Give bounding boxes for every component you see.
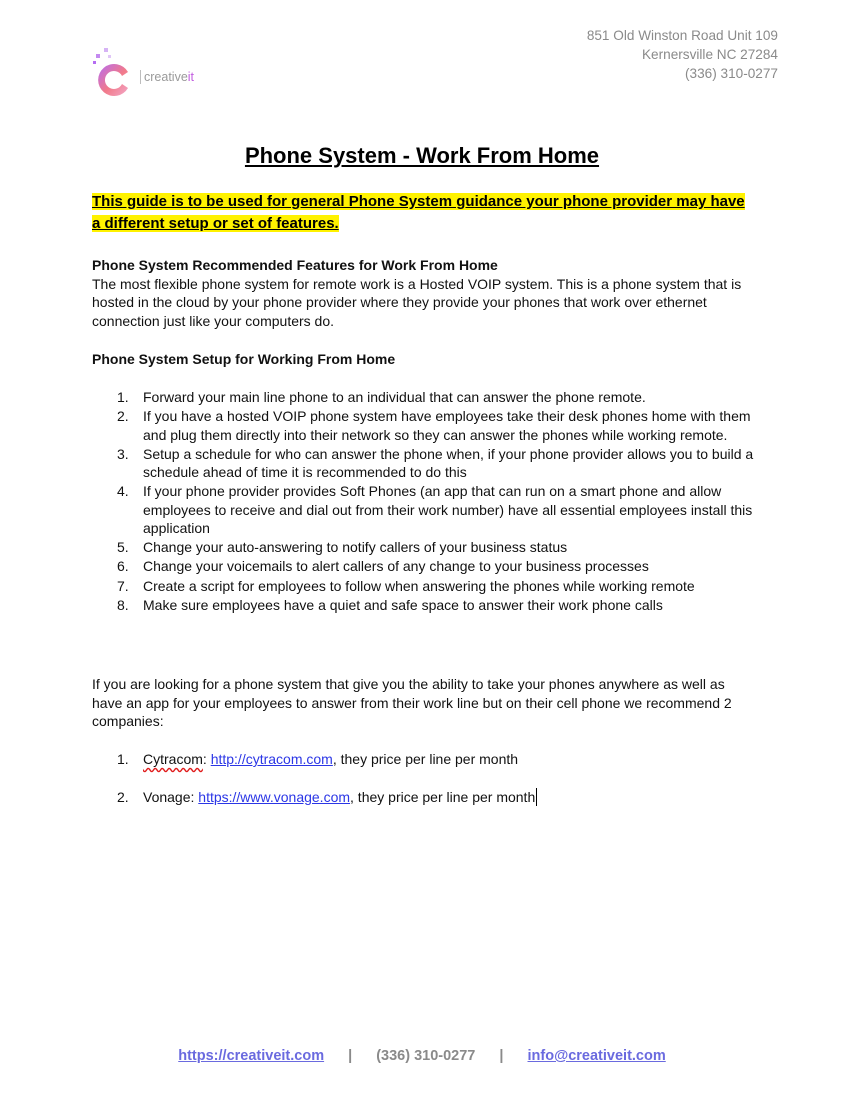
list-item	[92, 557, 758, 576]
company-name: Vonage	[143, 788, 191, 805]
features-section	[92, 256, 758, 330]
list-item	[92, 577, 758, 596]
list-number: 3.	[117, 445, 129, 462]
company-note: , they price per line per month	[332, 751, 519, 767]
footer-separator: |	[499, 1048, 504, 1064]
list-number: 7.	[117, 577, 129, 594]
list-item: 1. Cytracom: http://cytracom.com, they price per line per month	[117, 751, 519, 767]
logo-wordmark	[140, 70, 194, 84]
list-item	[92, 445, 758, 482]
step-text: Make sure employees have a quiet and safe space to answer their work phone calls	[143, 596, 663, 613]
footer-separator: |	[348, 1048, 353, 1064]
text-cursor	[536, 788, 537, 806]
list-number: 6.	[117, 558, 129, 575]
company-name: Cytracom	[143, 751, 203, 767]
list-item	[92, 407, 758, 444]
list-number: 2.	[117, 408, 129, 425]
list-item: 2. Vonage: https://www.vonage.com, they price per line per month	[117, 788, 536, 805]
page-title: Phone System - Work From Home	[244, 143, 600, 168]
company-link[interactable]: http://cytracom.com	[210, 751, 333, 767]
list-number: 2.	[117, 788, 129, 805]
address-line-1: 851 Old Winston Road Unit 109	[586, 28, 778, 43]
creativeit-logo-icon	[90, 46, 136, 104]
company-address	[587, 26, 778, 83]
logo-text-suffix: it	[187, 70, 195, 84]
footer-email-link[interactable]: info@creativeit.com	[527, 1048, 666, 1064]
list-item	[92, 596, 758, 615]
step-text: If your phone provider provides Soft Phones (an app that can run on a smart phone and allow employees to receive and dial out from their work number) have all essential employees install this application	[143, 483, 753, 537]
step-text: Setup a schedule for who can answer the phone when, if your phone provider allows you to build a schedule ahead of time it is recommended to do this	[143, 445, 754, 481]
address-phone: (336) 310-0277	[685, 66, 778, 81]
step-text: Create a script for employees to follow when answering the phones while working remote	[143, 577, 695, 594]
features-heading: Phone System Recommended Features for Work From Home	[92, 257, 498, 273]
list-item	[92, 538, 758, 557]
step-text: Change your voicemails to alert callers of any change to your business processes	[143, 558, 649, 575]
list-number: 8.	[117, 596, 129, 613]
list-item	[92, 482, 758, 538]
setup-steps-list	[92, 388, 758, 615]
step-text: Forward your main line phone to an individual that can answer the phone remote.	[143, 389, 646, 405]
step-text: If you have a hosted VOIP phone system have employees take their desk phones home with them and plug them directly into their network so they can answer the phones while working remote.	[143, 408, 751, 443]
recommendation-intro: If you are looking for a phone system that give you the ability to take your phones anywhere as well as have an app for your employees to answer from their work line but on their cell phone we recommend 2 companies:	[92, 676, 732, 729]
highlight-note-text: This guide is to be used for general Phone System guidance your phone provider may have a different setup or set of features.	[92, 193, 745, 232]
footer-phone: (336) 310-0277	[376, 1048, 476, 1064]
address-line-2: Kernersville NC 27284	[641, 47, 778, 62]
footer-website-link[interactable]: https://creativeit.com	[178, 1048, 325, 1064]
features-body: The most flexible phone system for remote work is a Hosted VOIP system. This is a phone system that is hosted in the cloud by your phone provider where they provide your phones that work over ethernet connection just like your computers do.	[92, 275, 742, 329]
highlight-note	[92, 191, 752, 235]
company-link[interactable]: https://www.vonage.com	[198, 788, 351, 805]
list-number: 4.	[117, 483, 129, 500]
list-item	[92, 388, 758, 407]
company-note: , they price per line per month	[350, 788, 536, 805]
company-logo	[90, 46, 220, 104]
page-footer	[0, 1048, 844, 1064]
list-number: 1.	[117, 389, 129, 405]
list-number: 1.	[117, 751, 129, 767]
setup-heading: Phone System Setup for Working From Home	[92, 351, 396, 367]
step-text: Change your auto-answering to notify callers of your business status	[143, 539, 568, 556]
logo-text-prefix: creative	[144, 70, 188, 84]
list-number: 5.	[117, 539, 129, 556]
companies-list	[92, 750, 758, 825]
